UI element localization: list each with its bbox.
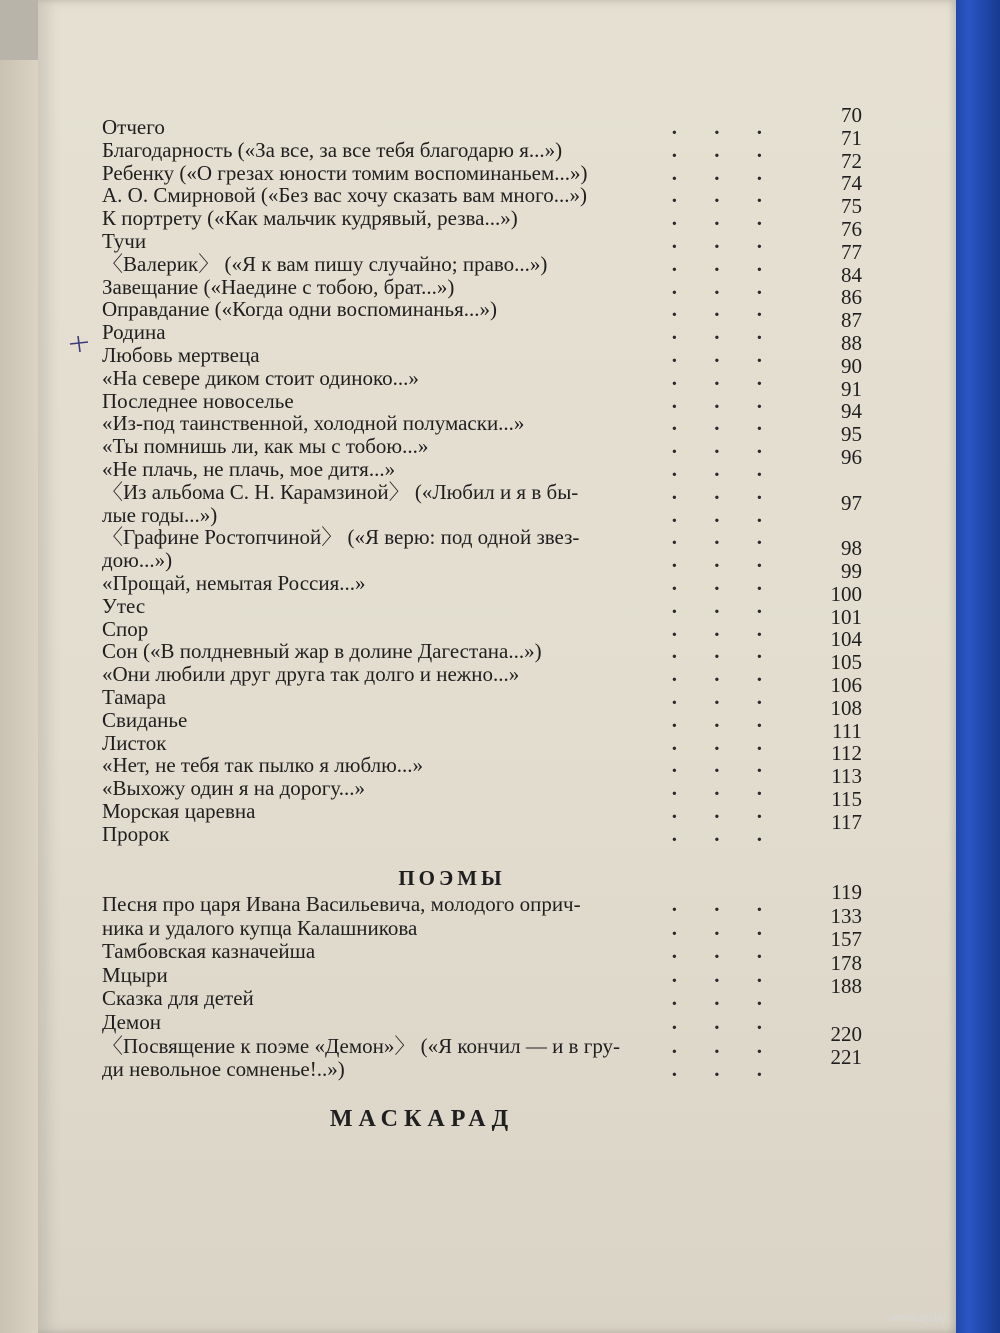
- toc-page-number: 104: [830, 627, 862, 652]
- toc-page-number: 108: [830, 695, 862, 720]
- toc-entry-title: Мцыри: [102, 962, 168, 987]
- toc-page-number: 94: [841, 399, 862, 424]
- toc-entry: [102, 709, 802, 732]
- toc-entry-title: Оправдание («Когда одни воспоминанья...»): [102, 297, 498, 322]
- leader-dots: . . .: [671, 685, 778, 709]
- toc-entry: [102, 686, 802, 709]
- toc-entry: [102, 663, 802, 686]
- toc-entry-title: Сон («В полдневный жар в долине Дагестана...»): [102, 639, 542, 664]
- toc-entry-title: Родина: [102, 320, 166, 345]
- toc-entry: [102, 732, 802, 755]
- section-heading-poems: ПОЭМЫ: [398, 866, 506, 890]
- toc-entry: [102, 344, 802, 367]
- leader-dots: . . .: [671, 274, 778, 299]
- leader-dots: . . .: [671, 639, 778, 664]
- toc-page-number: 101: [830, 604, 862, 629]
- leader-dots: . . .: [671, 662, 778, 687]
- toc-entry-title: 〈Из альбома С. Н. Карамзиной〉 («Любил и я в бы-: [102, 479, 579, 504]
- toc-entry: [102, 162, 802, 185]
- toc-entry-title: Свиданье: [102, 707, 188, 732]
- book-page: [38, 0, 956, 1333]
- toc-entry-title: «Прощай, немытая Россия...»: [102, 571, 366, 595]
- toc-page-number: 90: [841, 353, 862, 378]
- leader-dots: . . .: [671, 115, 778, 139]
- toc-page-number: 87: [841, 308, 862, 333]
- toc-page-number: 133: [830, 903, 862, 928]
- leader-dots: . . .: [671, 1057, 778, 1082]
- toc-page-number: 100: [830, 581, 862, 606]
- toc-entry: [102, 298, 802, 321]
- toc-page-number: 77: [841, 239, 862, 264]
- toc-entry-title: «Они любили друг друга так долго и нежно...»: [102, 662, 520, 687]
- toc-entry-title: Тамбовская казначейша: [102, 939, 316, 964]
- leader-dots: . . .: [671, 297, 778, 322]
- toc-page-number: 97: [841, 490, 862, 515]
- toc-entry: [102, 964, 802, 987]
- toc-entry-title: Ребенку («О грезах юности томим воспоминаньем...»): [102, 160, 588, 185]
- toc-page-number: 71: [841, 125, 862, 150]
- toc-page-number: 220: [830, 1021, 862, 1046]
- toc-entry-title: Спор: [102, 616, 149, 641]
- toc-entry: [102, 504, 802, 527]
- toc-entry-title: Морская царевна: [102, 799, 256, 823]
- toc-page-number: 96: [841, 445, 862, 469]
- leader-dots: . . .: [671, 251, 778, 276]
- toc-entry: [102, 777, 802, 800]
- toc-entry: [102, 230, 802, 253]
- toc-entry: [102, 1058, 802, 1081]
- leader-dots: . . .: [671, 1033, 778, 1058]
- toc-entry-title: Демон: [102, 1010, 161, 1034]
- toc-entry: [102, 640, 802, 663]
- toc-entry: [102, 184, 802, 207]
- toc-page-number: 106: [830, 673, 862, 697]
- toc-page-number: 188: [830, 974, 862, 999]
- toc-entry-title: Листок: [102, 730, 167, 755]
- leader-dots: . . .: [671, 502, 778, 527]
- toc-entry: [102, 549, 802, 572]
- toc-entry: [102, 367, 802, 390]
- toc-entry-title: Утес: [102, 593, 146, 618]
- toc-entry-title: Песня про царя Ивана Васильевича, молодого оприч-: [102, 892, 581, 916]
- toc-entry: [102, 207, 802, 230]
- leader-dots: . . .: [671, 229, 778, 253]
- leader-dots: . . .: [671, 183, 778, 208]
- toc-page-number: 95: [841, 422, 862, 447]
- toc-entry-title: Тамара: [102, 685, 166, 709]
- toc-page-number: 113: [831, 764, 862, 789]
- leader-dots: . . .: [671, 730, 778, 755]
- toc-entry: [102, 435, 802, 458]
- toc-entry-title: «Нет, не тебя так пылко я люблю...»: [102, 753, 424, 778]
- toc-entry: [102, 987, 802, 1010]
- leader-dots: . . .: [671, 320, 778, 345]
- leader-dots: . . .: [671, 434, 778, 459]
- toc-entry: [102, 800, 802, 823]
- leader-dots: . . .: [671, 915, 778, 940]
- leader-dots: . . .: [671, 616, 778, 641]
- toc-entry-title: Последнее новоселье: [102, 388, 294, 413]
- toc-entry: [102, 390, 802, 413]
- leader-dots: . . .: [671, 206, 778, 231]
- toc-page-number: 115: [831, 787, 862, 811]
- toc-entry-title: 〈Валерик〉 («Я к вам пишу случайно; право...»): [102, 251, 548, 276]
- toc-entry: [102, 940, 802, 963]
- leader-dots: . . .: [671, 986, 778, 1011]
- leader-dots: . . .: [671, 571, 778, 595]
- toc-entry: [102, 893, 802, 916]
- toc-entry: [102, 116, 802, 139]
- toc-entry: [102, 253, 802, 276]
- toc-entry: [102, 572, 802, 595]
- leader-dots: . . .: [671, 1010, 778, 1034]
- section-heading-masquerade: МАСКАРАД: [329, 1106, 515, 1132]
- toc-page-number: 88: [841, 331, 862, 355]
- toc-page-number: 91: [841, 376, 862, 401]
- toc-entry: [102, 276, 802, 299]
- toc-entry: [102, 481, 802, 504]
- leader-dots: . . .: [671, 821, 778, 846]
- leader-dots: . . .: [671, 548, 778, 573]
- toc-entry-title: «Не плачь, не плачь, мое дитя...»: [102, 457, 396, 481]
- toc-entry-title: Завещание («Наедине с тобою, брат...»): [102, 274, 455, 299]
- toc-entry-title: Сказка для детей: [102, 986, 254, 1011]
- toc-page-number: 75: [841, 194, 862, 219]
- toc-entry-title: Тучи: [102, 229, 147, 253]
- toc-entry-title: Любовь мертвеца: [102, 343, 260, 367]
- toc-entry: [102, 139, 802, 162]
- toc-page-number: 99: [841, 559, 862, 583]
- toc-entry: [102, 321, 802, 344]
- leader-dots: . . .: [671, 411, 778, 436]
- toc-entry-title: лые годы...»): [102, 502, 218, 527]
- toc-entry: [102, 754, 802, 777]
- toc-page-number: 178: [830, 950, 862, 975]
- pencil-mark-icon: [66, 330, 92, 356]
- toc-page-number: 86: [841, 285, 862, 310]
- leader-dots: . . .: [671, 365, 778, 390]
- toc-entry-title: «Выхожу один я на дорогу...»: [102, 776, 366, 801]
- toc-entry-title: ди невольное сомненье!..»): [102, 1057, 345, 1082]
- toc-entry-title: Отчего: [102, 115, 165, 139]
- toc-entry-title: Пророк: [102, 821, 170, 846]
- leader-dots: . . .: [671, 962, 778, 987]
- toc-entry: [102, 412, 802, 435]
- leader-dots: . . .: [671, 799, 778, 823]
- leader-dots: . . .: [671, 479, 778, 504]
- leader-dots: . . .: [671, 776, 778, 801]
- leader-dots: . . .: [671, 388, 778, 413]
- toc-page-number: 157: [830, 927, 862, 952]
- leader-dots: . . .: [671, 160, 778, 185]
- toc-entry-title: «На севере диком стоит одиноко...»: [102, 365, 419, 390]
- leader-dots: . . .: [671, 525, 778, 550]
- toc-page-number: 84: [841, 262, 862, 287]
- toc-entry-title: «Из-под таинственной, холодной полумаски...»: [102, 411, 525, 436]
- leader-dots: . . .: [671, 939, 778, 964]
- toc-entry-title: 〈Посвящение к поэме «Демон»〉 («Я кончил — и в гру-: [102, 1033, 621, 1058]
- toc-page-number: 70: [841, 103, 862, 127]
- toc-page-number: 117: [831, 809, 862, 834]
- leader-dots: . . .: [671, 892, 778, 916]
- leader-dots: . . .: [671, 707, 778, 732]
- toc-entry-title: «Ты помнишь ли, как мы с тобою...»: [102, 434, 429, 459]
- toc-page-number: 74: [841, 171, 862, 196]
- toc-entry-title: К портрету («Как мальчик кудрявый, резва...»): [102, 206, 518, 231]
- toc-page-number: 76: [841, 217, 862, 241]
- toc-page-number: 112: [831, 741, 862, 766]
- toc-page-number: 105: [830, 650, 862, 675]
- leader-dots: . . .: [671, 457, 778, 481]
- toc-page-number: 98: [841, 536, 862, 561]
- leader-dots: . . .: [671, 137, 778, 162]
- toc-page-number: 119: [831, 880, 862, 904]
- toc-entry: [102, 1011, 802, 1034]
- toc-entry: [102, 917, 802, 940]
- toc-entry-title: ника и удалого купца Калашникова: [102, 915, 418, 940]
- leader-dots: . . .: [671, 593, 778, 618]
- toc-entry: [102, 595, 802, 618]
- toc-entry-title: Благодарность («За все, за все тебя благодарю я...»): [102, 137, 563, 162]
- toc-entry: [102, 618, 802, 641]
- watermark: www.ay.by: [890, 1310, 947, 1324]
- leader-dots: . . .: [671, 753, 778, 778]
- toc-page-number: 111: [832, 718, 862, 743]
- toc-entry: [102, 823, 802, 846]
- leader-dots: . . .: [671, 343, 778, 367]
- toc-entry-title: А. О. Смирновой («Без вас хочу сказать вам много...»): [102, 183, 587, 208]
- toc-entry: [102, 458, 802, 481]
- toc-entry-title: дою...»): [102, 548, 173, 573]
- toc-entry: [102, 526, 802, 549]
- toc-entry: [102, 1035, 802, 1058]
- toc-page-number: 72: [841, 148, 862, 173]
- toc-entry-title: 〈Графине Ростопчиной〉 («Я верю: под одной звез-: [102, 525, 580, 550]
- toc-page-number: 221: [830, 1045, 862, 1070]
